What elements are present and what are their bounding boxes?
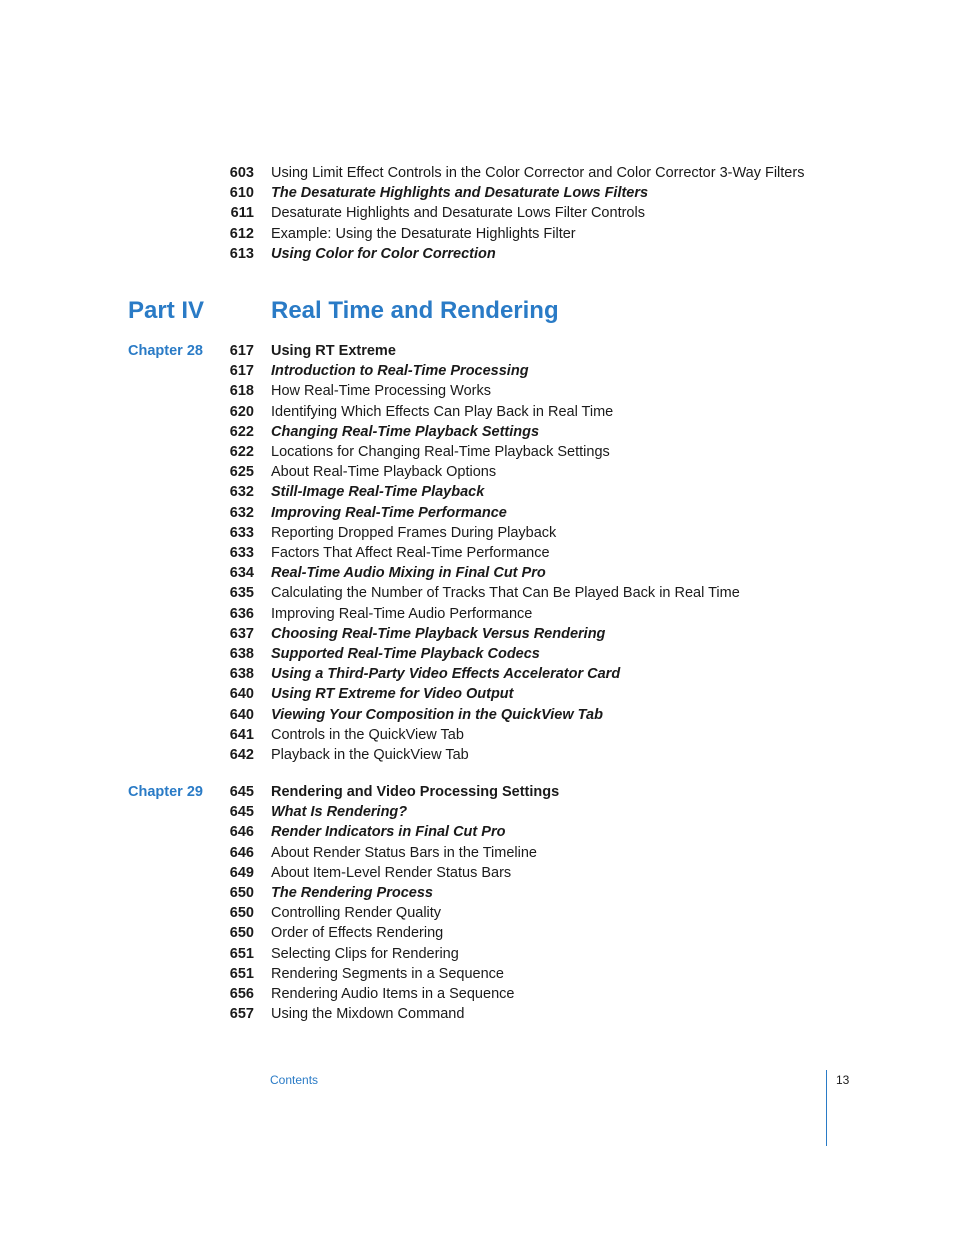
toc-entry-page: 617 [229, 343, 254, 359]
toc-entry-title: Viewing Your Composition in the QuickView Tab [271, 706, 603, 723]
toc-entry-title: Improving Real-Time Performance [271, 504, 507, 521]
toc-entry-title: Desaturate Highlights and Desaturate Lows Filter Controls [271, 205, 645, 222]
toc-entry-page: 657 [229, 1006, 254, 1023]
toc-entry-title: Still-Image Real-Time Playback [271, 484, 485, 501]
toc-entry[interactable] [0, 684, 954, 704]
toc-entry-page: 650 [229, 905, 254, 922]
toc-entry-title: About Real-Time Playback Options [271, 464, 497, 481]
toc-entry[interactable] [0, 984, 954, 1004]
toc-entry-title: Controls in the QuickView Tab [271, 726, 464, 743]
toc-entry[interactable] [0, 402, 954, 422]
toc-entry-title: Using RT Extreme [271, 343, 396, 359]
toc-entry-title: Rendering Audio Items in a Sequence [271, 986, 515, 1002]
toc-entry-page: 645 [229, 804, 254, 821]
toc-entry[interactable] [0, 224, 954, 244]
part-label: Part IV [128, 297, 205, 324]
toc-entry[interactable] [0, 583, 954, 603]
toc-entry-page: 637 [229, 625, 254, 642]
toc-entry-page: 635 [229, 585, 254, 602]
toc-entry-page: 650 [229, 925, 254, 942]
toc-entry-page: 638 [229, 666, 254, 683]
toc-entry-page: 622 [229, 444, 254, 460]
toc-entry-page: 640 [229, 686, 254, 703]
toc-entry-title: About Render Status Bars in the Timeline [271, 844, 537, 861]
toc-entry-page: 651 [229, 965, 254, 982]
toc-entry[interactable] [0, 863, 954, 883]
toc-entry-page: 620 [229, 403, 254, 420]
toc-entry[interactable] [0, 442, 954, 462]
toc-entry[interactable] [0, 183, 954, 203]
page-number: 13 [836, 1073, 850, 1087]
toc-entry-page: 645 [229, 784, 254, 800]
toc-entry-title: Reporting Dropped Frames During Playback [271, 524, 557, 541]
toc-entry-title: Calculating the Number of Tracks That Can Be Played Back in Real Time [271, 585, 740, 602]
toc-entry[interactable] [0, 843, 954, 863]
toc-entry[interactable] [0, 782, 954, 802]
toc-entry-page: 650 [229, 885, 254, 901]
toc-entry-title: Order of Effects Rendering [271, 925, 444, 942]
toc-entry-page: 633 [229, 524, 254, 541]
toc-entry-page: 622 [229, 423, 254, 440]
toc-entry-page: 636 [229, 605, 254, 622]
toc-entry-title: Example: Using the Desaturate Highlights Filter [271, 225, 576, 242]
toc-entry[interactable] [0, 725, 954, 745]
footer-section-label[interactable]: Contents [270, 1073, 319, 1087]
toc-entry[interactable] [0, 1004, 954, 1024]
toc-entry[interactable] [0, 341, 954, 361]
toc-entry[interactable] [0, 563, 954, 583]
toc-entry-title: Selecting Clips for Rendering [271, 945, 459, 962]
toc-entry[interactable] [0, 462, 954, 482]
toc-entry[interactable] [0, 523, 954, 543]
toc-entry-page: 611 [230, 205, 254, 222]
toc-entry-page: 634 [229, 565, 254, 582]
toc-entry-title: Choosing Real-Time Playback Versus Rendering [271, 625, 606, 642]
toc-entry-title: Using Color for Color Correction [271, 245, 496, 262]
toc-entry-title: About Item-Level Render Status Bars [271, 864, 512, 881]
toc-entry-page: 633 [229, 545, 254, 561]
toc-entry-page: 640 [229, 706, 254, 723]
toc-entry[interactable] [0, 422, 954, 442]
toc-entry-page: 646 [229, 824, 254, 841]
toc-entry[interactable] [0, 543, 954, 563]
toc-entry-page: 617 [229, 363, 254, 380]
toc-entry-page: 638 [229, 646, 254, 662]
toc-entry[interactable] [0, 482, 954, 502]
toc-entry[interactable] [0, 964, 954, 984]
toc-entry-title: Identifying Which Effects Can Play Back in Real Time [271, 403, 614, 420]
toc-entry-title: Playback in the QuickView Tab [271, 747, 469, 763]
toc-entry-page: 641 [229, 726, 254, 743]
toc-entry-title: Real-Time Audio Mixing in Final Cut Pro [271, 565, 546, 582]
toc-entry-title: Rendering and Video Processing Settings [271, 784, 560, 800]
toc-entry-page: 613 [229, 245, 254, 262]
toc-entry[interactable] [0, 503, 954, 523]
toc-entry[interactable] [0, 944, 954, 964]
toc-entry-title: Rendering Segments in a Sequence [271, 965, 504, 982]
toc-entry-title: Factors That Affect Real-Time Performance [271, 545, 550, 561]
toc-entry[interactable] [0, 923, 954, 943]
toc-entry[interactable] [0, 163, 954, 183]
chapter-label[interactable]: Chapter 29 [128, 784, 203, 800]
toc-entry[interactable] [0, 644, 954, 664]
toc-entry-page: 625 [229, 464, 254, 481]
toc-entry-page: 632 [229, 484, 254, 501]
toc-entry-page: 656 [229, 986, 254, 1002]
toc-entry[interactable] [0, 244, 954, 264]
toc-entry-page: 646 [229, 844, 254, 861]
toc-entry-title: Using RT Extreme for Video Output [271, 686, 514, 703]
toc-entry[interactable] [0, 381, 954, 401]
toc-entry-title: Controlling Render Quality [271, 905, 442, 922]
part-title: Real Time and Rendering [271, 297, 559, 324]
toc-entry[interactable] [0, 604, 954, 624]
toc-entry-page: 642 [229, 747, 254, 763]
toc-entry[interactable] [0, 802, 954, 822]
toc-entry-title: Locations for Changing Real-Time Playback Settings [271, 444, 610, 460]
toc-entry-page: 632 [229, 504, 254, 521]
toc-entry-title: The Rendering Process [271, 885, 433, 901]
toc-entry-title: What Is Rendering? [271, 804, 408, 821]
toc-entry[interactable] [0, 203, 954, 223]
toc-entry-title: Using Limit Effect Controls in the Color Corrector and Color Corrector 3-Way Filters [271, 165, 805, 181]
toc-entry-title: Using the Mixdown Command [271, 1006, 465, 1023]
footer-divider [826, 1070, 827, 1146]
toc-entry[interactable] [0, 822, 954, 842]
toc-entry-title: Using a Third-Party Video Effects Accelerator Card [271, 666, 621, 683]
toc-entry-title: Introduction to Real-Time Processing [271, 363, 529, 380]
chapter-label[interactable]: Chapter 28 [128, 343, 203, 359]
toc-entry-title: Changing Real-Time Playback Settings [271, 423, 540, 440]
toc-entry-title: How Real-Time Processing Works [271, 383, 491, 400]
toc-entry[interactable] [0, 664, 954, 684]
toc-entry[interactable] [0, 361, 954, 381]
toc-entry-title: Supported Real-Time Playback Codecs [271, 646, 540, 662]
toc-entry-page: 649 [229, 864, 254, 881]
toc-entry-title: Render Indicators in Final Cut Pro [271, 824, 506, 841]
toc-entry[interactable] [0, 705, 954, 725]
toc-entry-page: 651 [229, 945, 254, 962]
toc-entry-page: 603 [229, 165, 254, 181]
toc-entry-title: Improving Real-Time Audio Performance [271, 605, 533, 622]
toc-entry[interactable] [0, 624, 954, 644]
toc-entry[interactable] [0, 903, 954, 923]
toc-entry[interactable] [0, 745, 954, 765]
toc-entry-page: 610 [229, 185, 254, 202]
toc-entry[interactable] [0, 883, 954, 903]
toc-entry-title: The Desaturate Highlights and Desaturate Lows Filters [271, 185, 649, 202]
toc-entry-page: 612 [229, 225, 254, 242]
toc-entry-page: 618 [229, 383, 254, 400]
